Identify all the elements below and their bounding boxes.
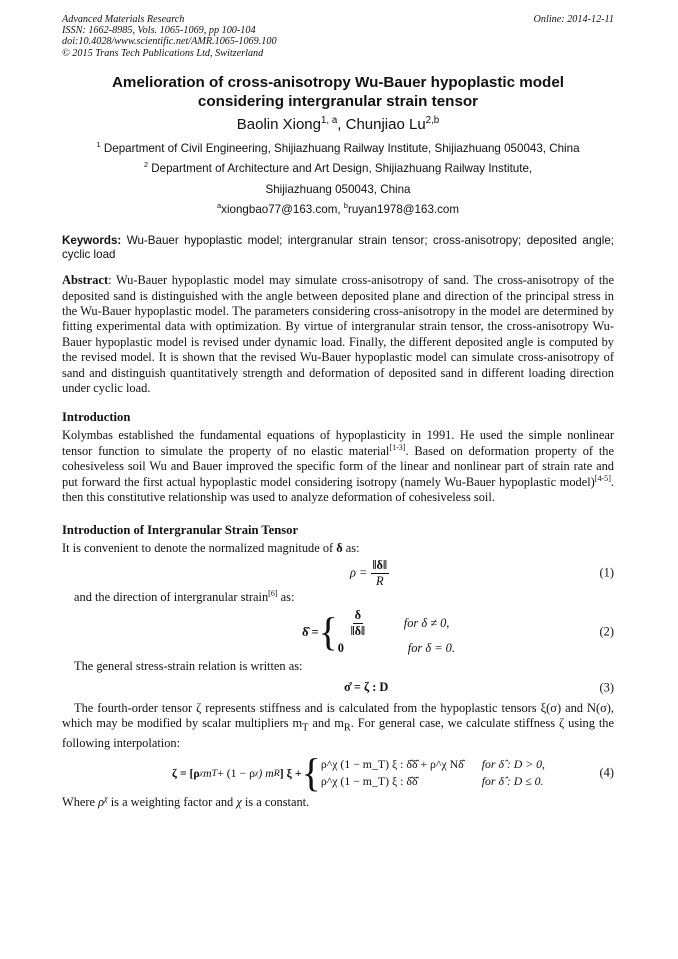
equation-2 [62, 605, 614, 659]
eq4-sub-r: R [273, 767, 280, 779]
s4-sub-r: R [343, 722, 351, 734]
intro-text-2: . Based on deformation property of the cohesiveless soil Wu and Bauer improved the specific form of the linear and nonlinear part of strain rate and put forward the first actual hypoplastic model considering isotropy (namely Wu-Bauer hypoplastic model) [62, 443, 614, 489]
eq4-case-1: ρ^χ (1 − m_T) ξ : δ̂δ̂ + ρ^χ Nδ̂ [320, 757, 464, 772]
delta-symbol: δ [336, 540, 343, 555]
section2-text-3: The general stress-strain relation is written as: [74, 659, 303, 674]
eq2-brace: { [318, 609, 338, 655]
equation-1 [62, 556, 614, 590]
section2-text-5 [62, 795, 614, 810]
title-line-1: Amelioration of cross-anisotropy Wu-Bauer hypoplastic model [111, 73, 565, 91]
s5-a: Where [62, 795, 99, 810]
author-2-sup: 2,b [425, 114, 440, 126]
s2-ref[interactable]: [6] [268, 588, 278, 598]
author-list [62, 116, 614, 134]
affiliation-2-cont: Shijiazhuang 050043, China [265, 182, 411, 196]
paper-page [62, 14, 614, 811]
paper-title [62, 73, 614, 111]
abstract-text: : Wu-Bauer hypoplastic model may simulate cross-anisotropy of sand. The cross-anisotropy of the deposited sand is distinguished with the angle between deposited plane and direction of the principal stress in the Wu-Bauer hypoplastic model. The parameters considering cross-anisotropy in the model are determined by fitting experimental data with optimization. By virtue of intergranular strain tensor, the cross-anisotropy Wu-Bauer hypoplastic model is revised under dynamic load. Finally, the different deposited angle is computed by the revised model. It is shown that the revised Wu-Bauer hypoplastic model can simulate cross-anisotropy of sand and distinguish quantitatively strength and deformation of deposited sand in different loading direction under cyclic load. [62, 273, 614, 396]
s5-c: is a constant. [241, 795, 310, 810]
eq4-cond-1: for δ̂ : D > 0, [481, 757, 546, 772]
eq2-case2-cond: for δ = 0. [407, 641, 455, 656]
eq4-lhs: ζ = [ρ [172, 765, 200, 780]
running-header [62, 14, 614, 59]
eq2-case-2 [338, 641, 455, 656]
eq2-case1-den: ‖δ‖ [350, 624, 366, 639]
eq2-case1-num: δ [354, 608, 362, 623]
section2-text-1 [62, 541, 614, 556]
author-2: Chunjiao Lu [345, 115, 426, 133]
intro-paragraph [62, 428, 614, 505]
affiliation-2 [62, 159, 614, 180]
copyright-line: © 2015 Trans Tech Publications Ltd, Switzerland [62, 47, 264, 59]
eq1-fraction [371, 558, 389, 589]
eq4-cond-2: for δ̂ : D ≤ 0. [481, 774, 544, 789]
s1-text: It is convenient to denote the normalized magnitude of [62, 540, 337, 555]
eq2-case1-frac [338, 608, 378, 639]
email-a[interactable]: xiongbao77@163.com, [221, 203, 344, 217]
section2-text-2 [62, 590, 614, 605]
eq1-number: (1) [599, 565, 614, 580]
aff-1-text: Department of Civil Engineering, Shijiazhuang Railway Institute, Shijiazhuang 050043, China [103, 141, 580, 155]
eq4-sub-t: T [211, 767, 218, 779]
equation-3 [62, 675, 614, 701]
eq4-cases [321, 757, 545, 789]
issn-line: ISSN: 1662-8985, Vols. 1065-1069, pp 100-104 [62, 25, 256, 37]
journal-name: Advanced Materials Research [62, 14, 185, 25]
email-a-sup: a [216, 201, 222, 211]
aff-2-line-1: Department of Architecture and Art Design, Shijiazhuang Railway Institute, [151, 162, 533, 176]
eq3-number: (3) [599, 680, 614, 695]
s5-b: is a weighting factor and [107, 795, 237, 810]
eq2-lhs: δ̂ = [302, 624, 319, 639]
email-b-sup: b [343, 201, 348, 211]
s5-chi-sup: χ [104, 794, 108, 804]
eq2-case2-val: 0 [337, 641, 344, 656]
s5-rho: ρ [98, 795, 105, 810]
aff-2-sup: 2 [143, 160, 149, 170]
s1-end: as: [342, 540, 360, 555]
intro-text-1: Kolymbas established the fundamental equations of hypoplasticity in 1991. He used the simple nonlinear tensor function to simulate the property of no elastic material [62, 428, 614, 458]
eq2-case-1 [338, 608, 455, 639]
s2-end: as: [277, 589, 295, 604]
abstract-label: Abstract [62, 273, 109, 288]
email-line [62, 200, 614, 221]
s4-text: The fourth-order tensor ζ represents stiffness and is calculated from the hypoplastic tensors ξ(σ) and N(σ), which may be modified by scalar multipliers m [62, 700, 614, 731]
aff-1-sup: 1 [96, 139, 101, 149]
intro-ref-1[interactable]: [1-3] [389, 442, 406, 452]
author-1-sup: 1, a [321, 114, 338, 126]
s4-mid: and m [308, 716, 344, 731]
eq2-body [302, 605, 455, 659]
eq4-body: ζ = [ρ χ m T + (1 − ρ χ ) m R ] ξ + { ρ^χ (1 − m_T) ξ : δ̂δ̂ + ρ^χ Nδ̂ for δ̂ : D > 0, ρ^χ (1 − m_T) ξ : δ̂δ̂ for δ̂ : D ≤ 0. [172, 750, 546, 796]
journal-info [62, 14, 277, 59]
eq4-brace: { [301, 750, 321, 796]
s2-text: and the direction of intergranular strain [74, 589, 269, 604]
eq1-denominator: R [375, 573, 384, 588]
author-separator: , [337, 115, 346, 133]
intro-ref-2[interactable]: [4-5] [594, 473, 611, 483]
eq2-cases [338, 608, 455, 656]
intro-text-3: . then this constitutive relationship was used to analyze deformation of cohesiveless soil. [62, 474, 614, 505]
eq4-number: (4) [599, 765, 614, 780]
eq2-number: (2) [599, 624, 614, 639]
eq3-body: σ̊ = ζ : D [344, 679, 389, 694]
eq4-case-2: ρ^χ (1 − m_T) ξ : δ̂δ̂ [320, 774, 418, 789]
title-line-2: considering intergranular strain tensor [197, 92, 479, 110]
eq1-lhs: ρ = [350, 565, 368, 580]
affiliation-1 [62, 139, 614, 160]
author-1: Baolin Xiong [236, 115, 321, 133]
eq4-m: m [203, 765, 212, 780]
email-b[interactable]: ruyan1978@163.com [348, 203, 460, 217]
online-date: Online: 2014-12-11 [533, 14, 614, 25]
eq4-xi: ] ξ + [279, 765, 302, 780]
keywords [62, 234, 614, 262]
doi-line[interactable]: doi:10.4028/www.scientific.net/AMR.1065-1069.100 [62, 36, 277, 48]
equation-4 [62, 751, 614, 795]
eq4-mr: ) m [258, 765, 274, 780]
abstract [62, 273, 614, 396]
keywords-label: Keywords: [62, 233, 122, 247]
keywords-text: Wu-Bauer hypoplastic model; intergranular strain tensor; cross-anisotropy; deposited angle; cyclic load [62, 233, 614, 262]
section2-heading: Introduction of Intergranular Strain Tensor [62, 522, 299, 537]
eq2-case1-cond: for δ ≠ 0, [403, 616, 450, 631]
section2-text-4 [62, 701, 614, 752]
eq1-numerator: ‖δ‖ [372, 557, 387, 572]
eq1-body [350, 558, 389, 589]
s4-end: . For general case, we calculate stiffness ζ using the following interpolation: [62, 716, 614, 750]
s5-chi: χ [236, 795, 242, 810]
intro-heading: Introduction [62, 410, 131, 425]
s4-sub-t: T [302, 722, 309, 734]
eq4-plus: + (1 − ρ [217, 765, 255, 780]
